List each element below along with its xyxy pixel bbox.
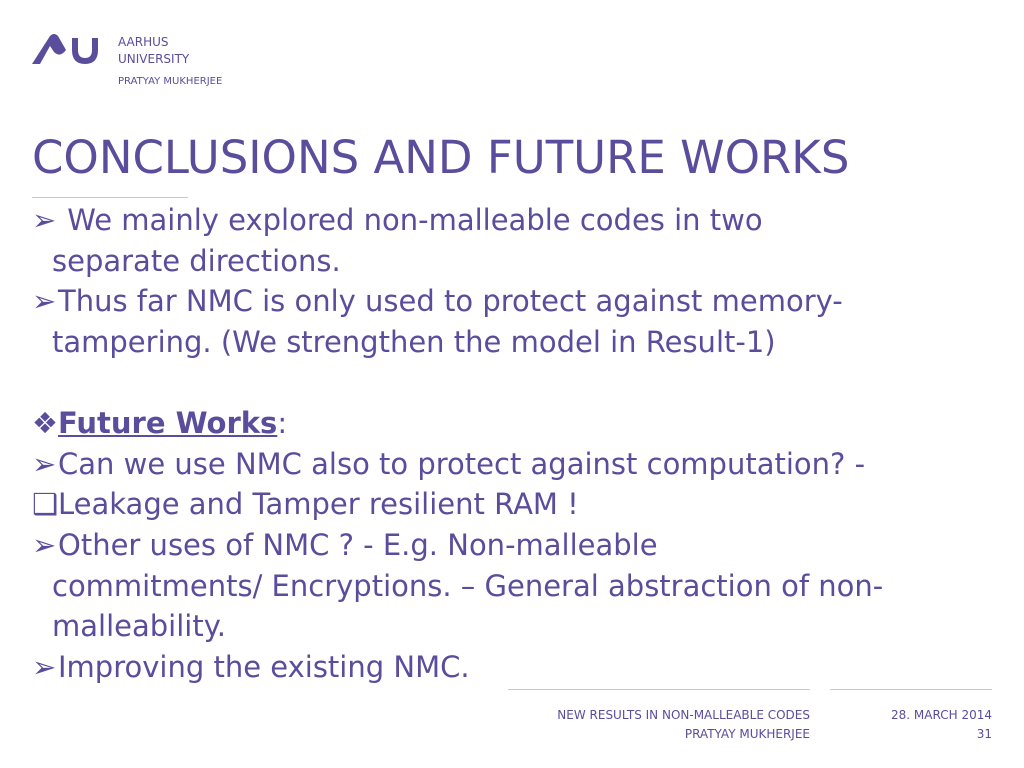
footer-talk-title: NEW RESULTS IN NON-MALLEABLE CODES [557, 708, 810, 722]
university-line-1: AARHUS [118, 35, 169, 49]
aarhus-university-logo [32, 32, 100, 66]
footer-date-page [891, 706, 992, 744]
footer-divider-left [508, 689, 810, 690]
bullet-item-other-uses-cont-1: commitments/ Encryptions. – General abstraction of non- [52, 568, 884, 603]
footer-date: 28. MARCH 2014 [891, 708, 992, 722]
footer-presenter: PRATYAY MUKHERJEE [684, 727, 810, 741]
arrow-bullet-icon: ➢ [32, 650, 57, 685]
page-number: 31 [976, 727, 992, 741]
arrow-bullet-icon: ➢ [32, 527, 57, 562]
bullet-item-explored-cont: separate directions. [52, 243, 341, 278]
footer-talk-info [557, 706, 810, 744]
university-name [118, 34, 189, 68]
header-author: PRATYAY MUKHERJEE [118, 76, 223, 87]
arrow-bullet-icon: ➢ [32, 203, 57, 237]
square-bullet-icon: ❑ [32, 487, 58, 522]
slide-body [32, 200, 1002, 688]
bullet-item-improving: ➢Improving the existing NMC. [32, 647, 1002, 688]
future-works-heading: ❖Future Works: [32, 403, 1002, 444]
arrow-bullet-icon: ➢ [32, 284, 57, 319]
title-divider [32, 197, 188, 198]
future-works-label: Future Works [58, 405, 278, 440]
university-line-2: UNIVERSITY [118, 52, 190, 66]
bullet-item-other-uses-cont-2: malleability. [52, 609, 226, 644]
diamond-bullet-icon: ❖ [32, 405, 58, 440]
bullet-item-ram: ❑Leakage and Tamper resilient RAM ! [32, 484, 1002, 525]
bullet-item-other-uses: ➢Other uses of NMC ? - E.g. Non-malleable [32, 525, 1002, 566]
slide-title: CONCLUSIONS AND FUTURE WORKS [32, 131, 850, 184]
bullet-item-memory: ➢Thus far NMC is only used to protect against memory- [32, 281, 1002, 322]
bullet-item-explored: ➢ We mainly explored non-malleable codes in two [32, 200, 1002, 241]
arrow-bullet-icon: ➢ [32, 446, 57, 481]
bullet-item-memory-cont: tampering. (We strengthen the model in Result-1) [52, 325, 776, 360]
spacer [32, 363, 1002, 403]
bullet-item-computation: ➢Can we use NMC also to protect against computation? - [32, 444, 1002, 485]
footer-divider-right [830, 689, 992, 690]
